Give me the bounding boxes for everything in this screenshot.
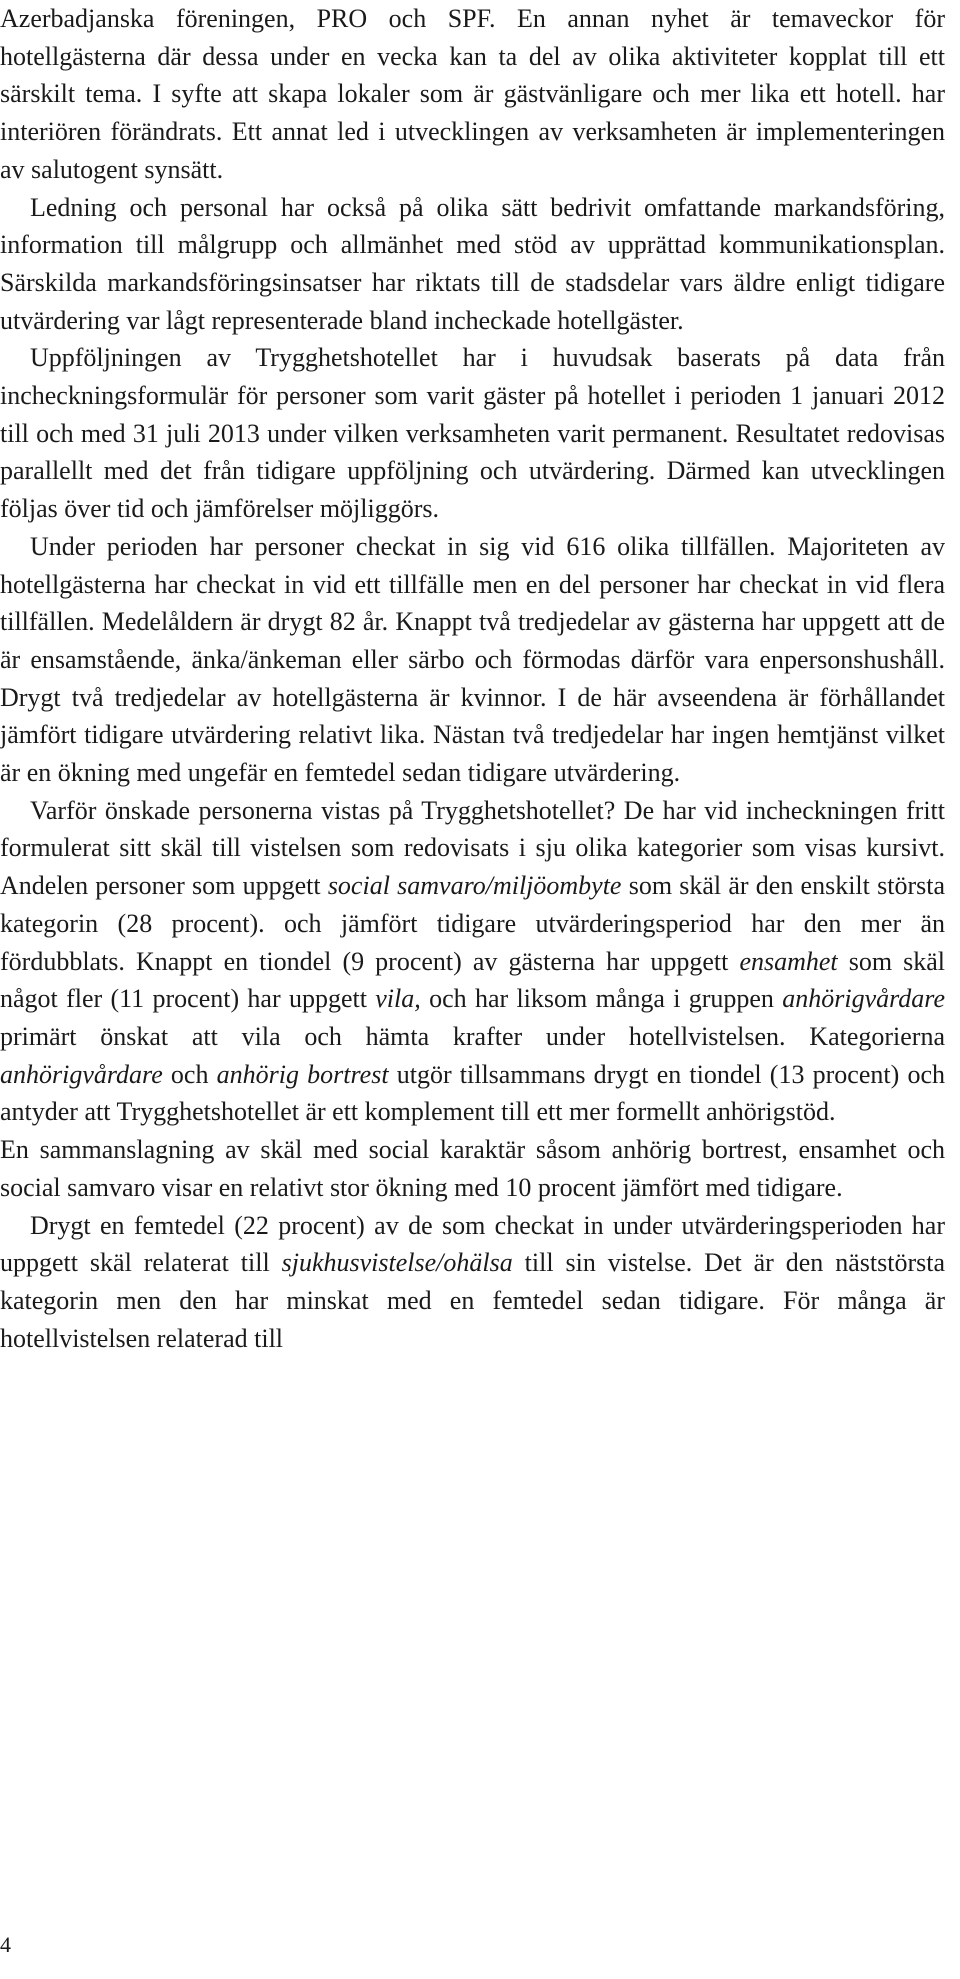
italic-term: sjukhusvistelse/ohälsa: [281, 1248, 513, 1278]
text-run: till sin vistelse. Det är den näststörsta kategorin men den har minskat med en femtedel sedan tidigare. För många är hotellvistelsen relaterad till: [0, 1248, 946, 1353]
text-run: En sammanslagning av skäl med social karaktär såsom anhörig bortrest, ensamhet och social samvaro visar en relativt stor ökning med 10 procent jämfört med tidigare.: [0, 1135, 945, 1202]
paragraph: [0, 1131, 945, 1206]
paragraph: [0, 1207, 945, 1358]
italic-term: anhörigvårdare: [0, 1059, 163, 1089]
text-run: utgör tillsammans drygt en tiondel (13 procent) och antyder att Trygghetshotellet är ett komplement till ett mer formellt anhörigstöd.: [0, 1059, 945, 1127]
text-run: Ledning och personal har också på olika sätt bedrivit omfattande markandsföring, information till målgrupp och allmänhet med stöd av upprättad kommunikationsplan. Särskilda markandsföringsinsatser har riktats till de stadsdelar vars äldre enligt tidigare utvärdering var lågt representerade bland incheckade hotellgäster.: [0, 192, 945, 335]
italic-term: vila,: [375, 984, 421, 1014]
paragraph: [0, 528, 945, 792]
text-run: Uppföljningen av Trygghetshotellet har i huvudsak baserats på data från incheckningsformulär för personer som varit gäster på hotellet i perioden 1 januari 2012 till och med 31 juli 2013 under vilken verksamheten varit permanent. Resultatet redovisas parallellt med det från tidigare uppföljning och utvärdering. Därmed kan utvecklingen följas över tid och jämförelser möjliggörs.: [0, 343, 945, 524]
page-number: 4: [0, 1932, 11, 1957]
paragraph: [0, 189, 945, 340]
text-run: som skäl är den enskilt största kategorin (28 procent). och jämfört tidigare utvärderingsperiod har den mer än fördubblats. Knappt en tiondel (9 procent) av gästerna har uppgett: [0, 871, 945, 976]
italic-term: anhörigvårdare: [782, 984, 945, 1014]
text-run: Azerbadjanska föreningen, PRO och SPF. En annan nyhet är temaveckor för hotellgästerna där dessa under en vecka kan ta del av olika aktiviteter kopplat till ett särskilt tema. I syfte att skapa lokaler som är gästvänligare och mer lika ett hotell. har interiören förändrats. Ett annat led i utvecklingen av verksamheten är implementeringen av salutogent synsätt.: [0, 4, 945, 184]
text-run: primärt önskat att vila och hämta krafter under hotellvistelsen. Kategorierna: [0, 1021, 945, 1051]
italic-term: ensamhet: [739, 946, 838, 976]
text-run: och: [162, 1059, 217, 1089]
paragraph: [0, 339, 945, 528]
paragraph: [0, 0, 945, 189]
text-run: och har liksom många i gruppen: [420, 984, 783, 1014]
italic-term: social samvaro/miljöombyte: [327, 871, 622, 901]
text-run: Varför önskade personerna vistas på Trygghetshotellet? De har vid incheckningen fritt formulerat sitt skäl till vistelsen som redovisats i sju olika kategorier som visas kursivt. Andelen personer som uppgett: [0, 795, 945, 901]
text-run: Drygt en femtedel (22 procent) av de som checkat in under utvärderingsperioden har uppgett skäl relaterat till: [0, 1210, 945, 1278]
text-run: som skäl något fler (11 procent) har uppgett: [0, 946, 945, 1014]
text-run: Under perioden har personer checkat in sig vid 616 olika tillfällen. Majoriteten av hotellgästerna har checkat in vid ett tillfälle men en del personer har checkat in vid flera tillfällen. Medelåldern är drygt 82 år. Knappt två tredjedelar av gästerna har uppgett att de är ensamstående, änka/änkeman eller särbo och förmodas därför vara enpersonshushåll. Drygt två tredjedelar av hotellgästerna är kvinnor. I de här avseendena är förhållandet jämfört tidigare utvärdering relativt lika. Nästan två tredjedelar har ingen hemtjänst vilket är en ökning med ungefär en femtedel sedan tidigare utvärdering.: [0, 531, 945, 788]
paragraph: [0, 792, 945, 1131]
italic-term: anhörig bortrest: [216, 1059, 389, 1089]
